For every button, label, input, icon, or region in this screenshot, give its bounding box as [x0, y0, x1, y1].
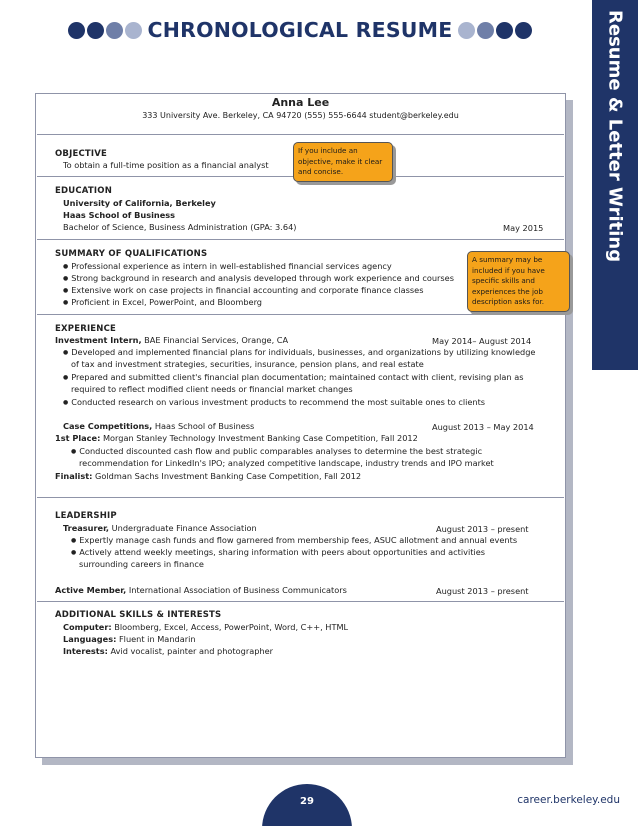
skills-computer: [63, 621, 348, 633]
job1-bullet-cont: required to reflect modified client needs or financial market changes: [71, 384, 353, 394]
objective-text: To obtain a full-time position as a financial analyst: [63, 160, 269, 170]
page-header: [60, 14, 540, 46]
resume-name: Anna Lee: [271, 96, 330, 109]
role1-bullet-cont: surrounding careers in finance: [79, 559, 204, 569]
interests-text: Avid vocalist, painter and photographer: [107, 646, 274, 656]
note-line: specific skills and: [472, 276, 535, 285]
job1-bullet: ● Prepared and submitted client's financial plan documentation; maintained contact with client, revising plan as: [63, 371, 523, 385]
job2-date: August 2013 – May 2014: [432, 422, 534, 432]
role1-org: Undergraduate Finance Association: [109, 523, 257, 533]
education-college: Haas School of Business: [63, 210, 176, 220]
computer-label: Computer:: [63, 622, 112, 632]
finalist-label: Finalist:: [55, 471, 93, 481]
decorative-dots-left: [68, 22, 142, 39]
job1-bullet-cont: of tax and investment strategies, securities, insurance, pension plans, and real estate: [71, 359, 424, 369]
job2-org: Haas School of Business: [152, 421, 255, 431]
job2-line: [63, 420, 254, 432]
education-school: University of California, Berkeley: [63, 198, 216, 208]
education-degree: Bachelor of Science, Business Administration (GPA: 3.64): [63, 222, 297, 232]
role1-title: Treasurer,: [63, 523, 110, 533]
education-heading: EDUCATION: [55, 186, 113, 196]
role1-date: August 2013 – present: [436, 524, 529, 534]
leadership-heading: LEADERSHIP: [55, 511, 117, 521]
skills-languages: [63, 633, 196, 645]
job2-bullet-cont: recommendation for LinkedIn's IPO; analyzed competitive landscape, industry trends and IPO market: [79, 458, 494, 468]
summary-heading: SUMMARY OF QUALIFICATIONS: [55, 249, 208, 259]
divider: [37, 601, 564, 602]
section-side-tab: [592, 0, 638, 370]
education-date: May 2015: [503, 223, 544, 233]
languages-text: Fluent in Mandarin: [116, 634, 196, 644]
role2-date: August 2013 – present: [436, 586, 529, 596]
note-line: objective, make it clear: [298, 156, 383, 166]
divider: [37, 314, 564, 315]
experience-heading: EXPERIENCE: [55, 324, 117, 334]
divider: [37, 497, 564, 498]
interests-label: Interests:: [63, 646, 108, 656]
job1-bullet: ● Conducted research on various investment products to recommend the most suitable ones to clients: [63, 396, 485, 410]
page-title: CHRONOLOGICAL RESUME: [147, 18, 453, 42]
objective-callout: [293, 142, 393, 182]
summary-item: ● Proficient in Excel, PowerPoint, and Bloomberg: [63, 296, 262, 310]
side-tab-label: Resume & Letter Writing: [604, 10, 626, 263]
summary-item: ● Strong background in research and analysis developed through work experience and courses: [63, 272, 454, 286]
decorative-dots-right: [458, 22, 532, 39]
job2-title: Case Competitions,: [63, 421, 153, 431]
objective-heading: OBJECTIVE: [55, 149, 108, 159]
footer-site-link[interactable]: career.berkeley.edu: [517, 794, 620, 806]
note-line: experiences the job: [472, 286, 543, 296]
finalist-line: [55, 470, 361, 482]
computer-text: Bloomberg, Excel, Access, PowerPoint, Word, C++, HTML: [111, 622, 349, 632]
skills-heading: ADDITIONAL SKILLS & INTERESTS: [55, 610, 222, 620]
role2-line: [55, 584, 347, 596]
divider: [37, 239, 564, 240]
job1-title: Investment Intern,: [55, 335, 142, 345]
finalist-text: Goldman Sachs Investment Banking Case Competition, Fall 2012: [92, 471, 362, 481]
resume-contact: 333 University Ave. Berkeley, CA 94720 (555) 555-6644 student@berkeley.edu: [142, 111, 459, 120]
summary-item: ● Professional experience as intern in well-established financial services agency: [63, 260, 392, 274]
note-line: description asks for.: [472, 297, 545, 306]
note-line: and concise.: [298, 167, 344, 176]
role1-bullet: ● Expertly manage cash funds and flow garnered from membership fees, ASUC allotment and annual events: [71, 534, 517, 548]
page-number: 29: [262, 784, 352, 826]
summary-item: ● Extensive work on case projects in financial accounting and corporate finance classes: [63, 284, 423, 298]
first-place-label: 1st Place:: [55, 433, 101, 443]
languages-label: Languages:: [63, 634, 117, 644]
role2-org: International Association of Business Communicators: [126, 585, 347, 595]
role1-bullet: ● Actively attend weekly meetings, sharing information with peers about opportunities and activities: [71, 546, 485, 560]
note-line: If you include an: [298, 146, 358, 155]
role2-title: Active Member,: [55, 585, 127, 595]
skills-interests: [63, 645, 273, 657]
summary-callout: [467, 251, 570, 312]
job1-bullet: ● Developed and implemented financial plans for individuals, businesses, and organizations by utilizing knowledge: [63, 346, 535, 360]
note-line: included if you have: [472, 265, 545, 275]
first-place-line: [55, 432, 418, 444]
role1-line: [63, 522, 257, 534]
job1-line: [55, 334, 288, 346]
job2-bullet: ● Conducted discounted cash flow and public comparables analyses to determine the best strategic: [71, 445, 482, 459]
job1-org: BAE Financial Services, Orange, CA: [141, 335, 289, 345]
note-line: A summary may be: [472, 255, 543, 264]
job1-date: May 2014– August 2014: [432, 336, 532, 346]
resume-card: [35, 93, 566, 758]
first-place-text: Morgan Stanley Technology Investment Banking Case Competition, Fall 2012: [100, 433, 418, 443]
divider: [37, 134, 564, 135]
